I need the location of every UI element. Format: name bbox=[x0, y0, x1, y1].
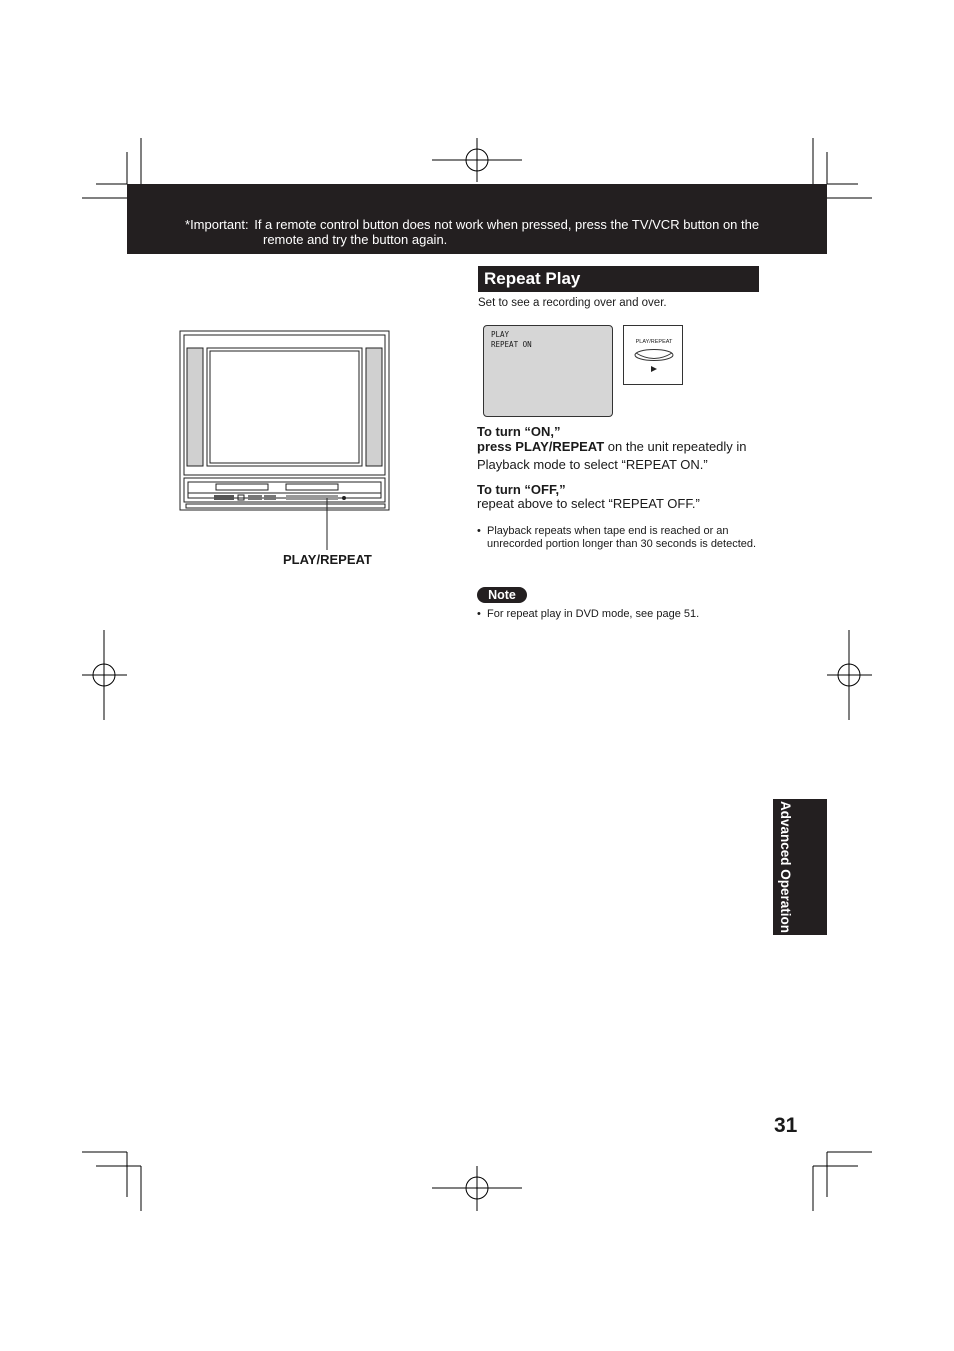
important-text-line2: remote and try the button again. bbox=[263, 232, 448, 247]
play-repeat-callout: PLAY/REPEAT bbox=[283, 552, 372, 567]
asterisk-icon: * bbox=[185, 217, 191, 232]
on-screen-display bbox=[483, 325, 613, 417]
note-text: For repeat play in DVD mode, see page 51. bbox=[486, 608, 700, 620]
side-tab bbox=[773, 799, 827, 935]
turn-on-heading: To turn “ON,” bbox=[477, 424, 561, 439]
section-subtitle: Set to see a recording over and over. bbox=[478, 297, 667, 309]
bullet-icon: • bbox=[477, 525, 481, 537]
important-text: If a remote control button does not work when pressed, press the TV/VCR button on the bbox=[254, 217, 760, 232]
remote-button-illustration bbox=[623, 325, 683, 385]
turn-on-text bbox=[477, 438, 767, 474]
tv-vcr-illustration bbox=[178, 330, 393, 550]
remote-button-label: PLAY/REPEAT bbox=[635, 339, 673, 345]
turn-on-rest: on the unit repeatedly in Playback mode to select “REPEAT ON.” bbox=[477, 439, 747, 472]
note-item bbox=[477, 608, 699, 620]
turn-off-text: repeat above to select “REPEAT OFF.” bbox=[477, 496, 700, 511]
osd-line-repeat: REPEAT ON bbox=[491, 340, 532, 349]
turn-off-heading: To turn “OFF,” bbox=[477, 482, 566, 497]
important-label: Important: bbox=[190, 217, 249, 232]
bullet-item bbox=[477, 525, 757, 551]
osd-line-play: PLAY bbox=[491, 330, 510, 339]
play-repeat-button-icon bbox=[624, 326, 684, 386]
bullet-text: Playback repeats when tape end is reached or an unrecorded portion longer than 30 seconds is detected. bbox=[486, 525, 757, 550]
note-badge: Note bbox=[477, 587, 527, 603]
play-triangle-icon bbox=[651, 366, 657, 372]
important-notice bbox=[185, 217, 795, 247]
side-tab-label: Advanced Operation bbox=[778, 801, 793, 934]
section-title: Repeat Play bbox=[478, 266, 759, 292]
page-number: 31 bbox=[774, 1114, 798, 1137]
turn-on-bold: press PLAY/REPEAT bbox=[477, 439, 605, 454]
bullet-icon: • bbox=[477, 608, 481, 620]
